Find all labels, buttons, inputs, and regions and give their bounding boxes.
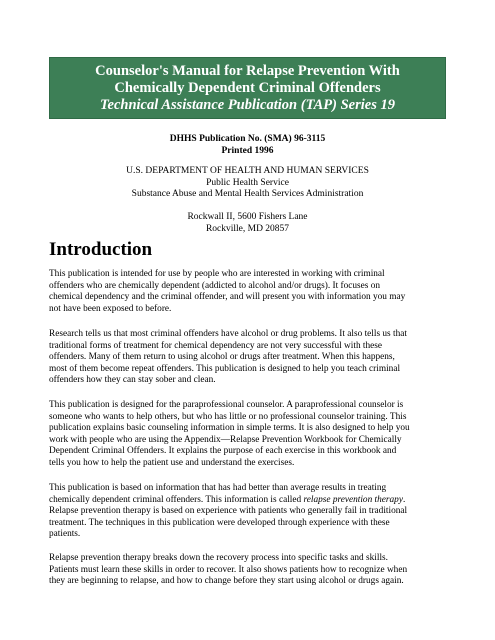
- department-name: U.S. DEPARTMENT OF HEALTH AND HUMAN SERVICES: [126, 166, 369, 176]
- paragraph-line: Relapse prevention therapy is based on experience with patients who generally fail in traditional: [49, 506, 408, 517]
- banner-title-line-1: Counselor's Manual for Relapse Prevention With: [95, 62, 400, 79]
- paragraph-line: [49, 495, 454, 507]
- paragraph-line: This publication is designed for the paraprofessional counselor. A paraprofessional counselor is: [49, 400, 404, 410]
- paragraph-line: Patients must learn these skills in order to recover. It also shows patients how to recognize when: [49, 564, 408, 575]
- paragraph-line: most of them become repeat offenders. This publication is designed to help you teach criminal: [49, 363, 401, 374]
- paragraph-line: treatment. The techniques in this publication were developed through experience with these: [49, 517, 390, 528]
- paragraph-line: This publication is intended for use by people who are interested in working with criminal: [49, 269, 385, 279]
- paragraph-line: patients.: [49, 529, 81, 540]
- paragraph-line: Relapse prevention therapy breaks down the recovery process into specific tasks and skills.: [49, 553, 388, 563]
- administration-name: Substance Abuse and Mental Health Services Administration: [131, 189, 364, 199]
- section-heading: Introduction: [49, 239, 153, 260]
- address-line-1: Rockwall II, 5600 Fishers Lane: [187, 212, 308, 222]
- text-run: .: [402, 494, 406, 505]
- publication-info: [0, 133, 495, 157]
- banner-title-line-2: Chemically Dependent Criminal Offenders: [114, 79, 381, 96]
- paragraph-line: offenders. Many of them return to using alcohol or drugs after treatment. When this happens,: [49, 352, 395, 363]
- paragraph-1: [49, 269, 454, 315]
- paragraph-line: offenders how they can stay sober and clean.: [49, 375, 216, 386]
- paragraph-line: work with people who are using the Appendix—Relapse Prevention Workbook for Chemically: [49, 434, 402, 445]
- agency-block: [0, 166, 495, 201]
- emphasized-term: relapse prevention therapy: [303, 494, 403, 505]
- address-block: [0, 212, 495, 235]
- paragraph-5: [49, 553, 454, 588]
- title-banner: [49, 57, 446, 119]
- paragraph-line: Dependent Criminal Offenders. It explains the purpose of each exercise in this workbook and: [49, 446, 397, 457]
- publication-number: DHHS Publication No. (SMA) 96-3115: [169, 134, 326, 144]
- paragraph-line: someone who wants to help others, but who has little or no professional counselor training. This: [49, 411, 407, 422]
- paragraph-line: they are beginning to relapse, and how to change before they start using alcohol or drugs again.: [49, 576, 404, 587]
- paragraph-3: [49, 400, 454, 469]
- paragraph-line: tells you how to help the patient use and understand the exercises.: [49, 457, 295, 468]
- paragraph-4: [49, 483, 454, 541]
- paragraph-line: not have been exposed to before.: [49, 303, 172, 314]
- paragraph-line: chemical dependency and the criminal offender, and will present you with information you may: [49, 292, 406, 303]
- paragraph-line: traditional forms of treatment for chemical dependency are not very successful with these: [49, 340, 383, 351]
- paragraph-line: publication explains basic counseling information in simple terms. It is also designed to help you: [49, 423, 410, 434]
- text-run: chemically dependent criminal offenders. This information is called: [49, 494, 304, 505]
- paragraph-line: offenders who are chemically dependent (addicted to alcohol and/or drugs). It focuses on: [49, 280, 381, 291]
- service-name: Public Health Service: [206, 177, 289, 188]
- printed-year: Printed 1996: [221, 146, 274, 156]
- paragraph-line: Research tells us that most criminal offenders have alcohol or drug problems. It also tells us that: [49, 329, 407, 339]
- address-line-2: Rockville, MD 20857: [205, 223, 290, 234]
- paragraph-2: [49, 329, 454, 387]
- paragraph-line: This publication is based on information that has had better than average results in treating: [49, 483, 387, 493]
- banner-series-line: Technical Assistance Publication (TAP) Series 19: [100, 96, 395, 113]
